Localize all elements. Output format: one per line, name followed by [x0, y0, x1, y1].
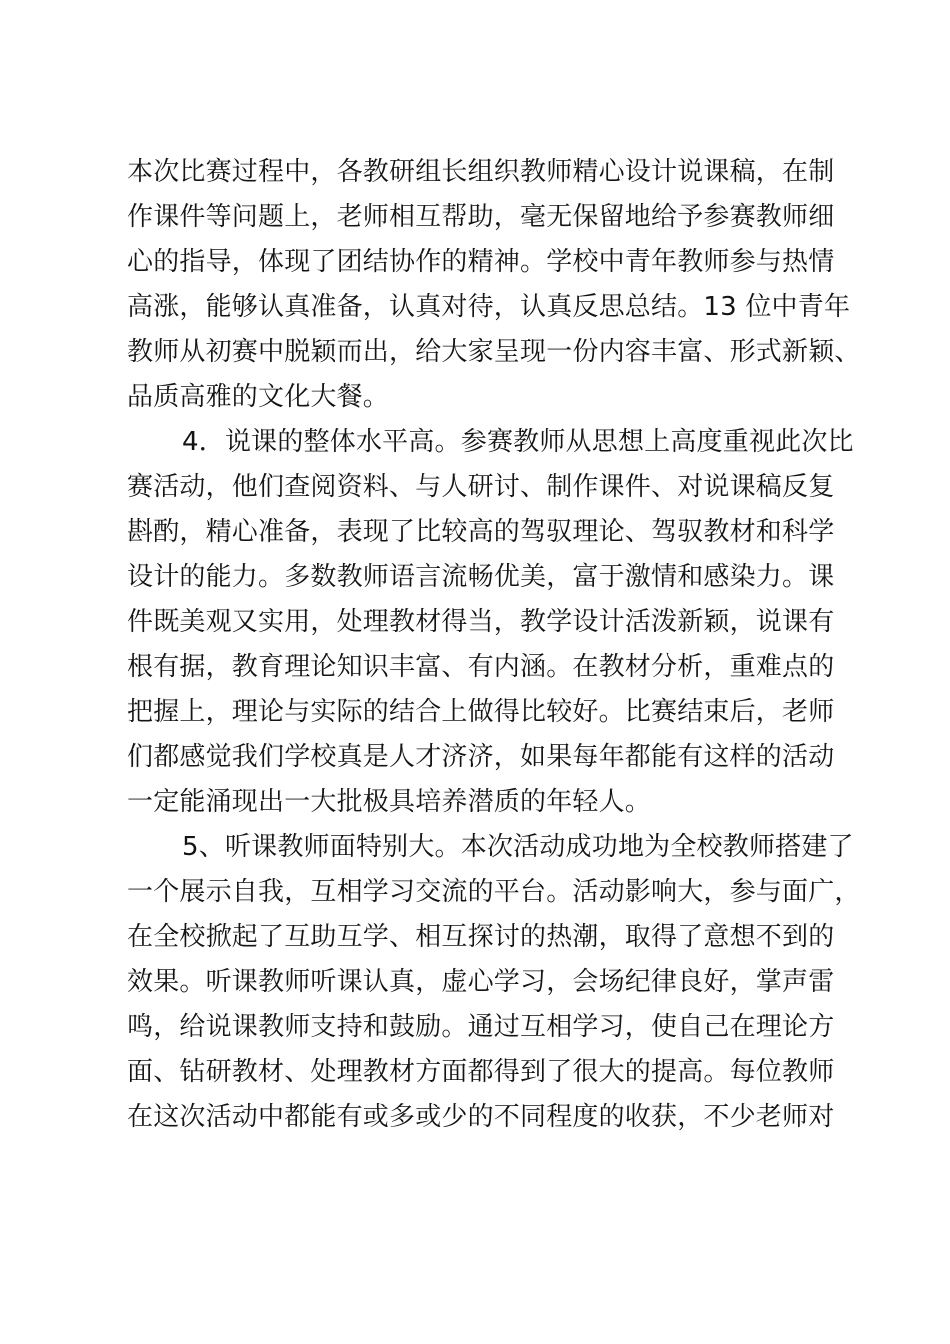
text-line: 作课件等问题上，老师相互帮助，毫无保留地给予参赛教师细 — [127, 202, 835, 232]
text-line: 教师从初赛中脱颖而出，给大家呈现一份内容丰富、形式新颖、 — [127, 337, 861, 367]
text-line: 品质高雅的文化大餐。 — [127, 382, 390, 412]
text-line: 心的指导，体现了团结协作的精神。学校中青年教师参与热情 — [127, 247, 835, 277]
text-line: 们都感觉我们学校真是人才济济，如果每年都能有这样的活动 — [127, 742, 835, 772]
document-body — [127, 150, 861, 1140]
text-line: 面、钻研教材、处理教材方面都得到了很大的提高。每位教师 — [127, 1057, 835, 1087]
text-line: 4．说课的整体水平高。参赛教师从思想上高度重视此次比 — [182, 427, 854, 457]
paragraph-teamwork — [127, 150, 861, 420]
paragraph-point-4 — [127, 420, 854, 825]
text-line: 一定能涌现出一大批极具培养潜质的年轻人。 — [127, 787, 652, 817]
text-line: 本次比赛过程中，各教研组长组织教师精心设计说课稿，在制 — [127, 157, 835, 187]
text-line: 把握上，理论与实际的结合上做得比较好。比赛结束后，老师 — [127, 697, 835, 727]
text-line: 高涨，能够认真准备，认真对待，认真反思总结。13 位中青年 — [127, 292, 851, 322]
paragraph-point-5 — [127, 825, 861, 1140]
text-line: 根有据，教育理论知识丰富、有内涵。在教材分析，重难点的 — [127, 652, 835, 682]
text-line: 设计的能力。多数教师语言流畅优美，富于激情和感染力。课 — [127, 562, 835, 592]
text-line: 在全校掀起了互助互学、相互探讨的热潮，取得了意想不到的 — [127, 922, 835, 952]
text-line: 5、听课教师面特别大。本次活动成功地为全校教师搭建了 — [182, 832, 854, 862]
text-line: 赛活动，他们查阅资料、与人研讨、制作课件、对说课稿反复 — [127, 472, 835, 502]
text-line: 斟酌，精心准备，表现了比较高的驾驭理论、驾驭教材和科学 — [127, 517, 835, 547]
text-line: 在这次活动中都能有或多或少的不同程度的收获，不少老师对 — [127, 1102, 835, 1132]
text-line: 鸣，给说课教师支持和鼓励。通过互相学习，使自己在理论方 — [127, 1012, 835, 1042]
text-line: 件既美观又实用，处理教材得当，教学设计活泼新颖，说课有 — [127, 607, 835, 637]
text-line: 一个展示自我，互相学习交流的平台。活动影响大，参与面广， — [127, 877, 861, 907]
text-line: 效果。听课教师听课认真，虚心学习，会场纪律良好，掌声雷 — [127, 967, 835, 997]
